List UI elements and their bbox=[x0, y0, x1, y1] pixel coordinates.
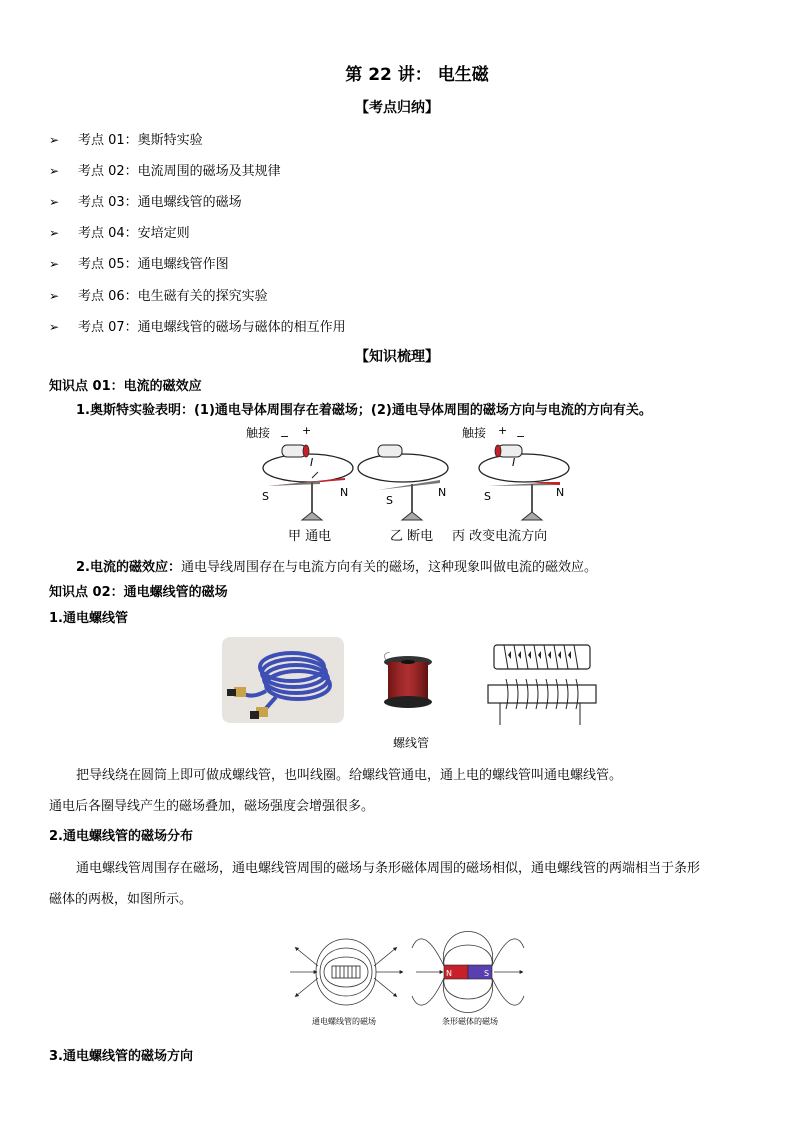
summary-heading: 【考点归纳】 bbox=[355, 100, 439, 116]
arrow-bullet-icon: ➢ bbox=[49, 289, 60, 303]
field-distribution-paragraph: 通电螺线管周围存在磁场，通电螺线管周围的磁场与条形磁体周围的磁场相似，通电螺线管的两端相当于条形 bbox=[76, 861, 701, 876]
touch-label: 触接 bbox=[462, 426, 487, 440]
solenoid-field-caption: 通电螺线管的磁场 bbox=[312, 1017, 376, 1026]
oersted-panel-powered bbox=[246, 424, 353, 544]
subheading-field-direction: 3.通电螺线管的磁场方向 bbox=[49, 1049, 193, 1064]
caption-powered: 甲 通电 bbox=[288, 529, 332, 544]
arrow-bullet-icon: ➢ bbox=[49, 164, 60, 178]
key-point-item: ➢ 考点 07：通电螺线管的磁场与磁体的相互作用 bbox=[49, 320, 346, 335]
key-point-item: ➢ 考点 03：通电螺线管的磁场 bbox=[49, 195, 242, 210]
north-label: N bbox=[340, 486, 349, 499]
solenoid-photo-blue-coil bbox=[222, 637, 344, 723]
section-heading-kn1: 知识点 01：电流的磁效应 bbox=[49, 379, 202, 394]
arrow-bullet-icon: ➢ bbox=[49, 320, 60, 334]
solenoid-paragraph-1: 把导线绕在圆筒上即可做成螺线管，也叫线圈。给螺线管通电，通上电的螺线管叫通电螺线管。 bbox=[76, 768, 623, 783]
key-point-item: ➢ 考点 01：奥斯特实验 bbox=[49, 133, 203, 148]
key-point-item: ➢ 考点 02：电流周围的磁场及其规律 bbox=[49, 164, 281, 179]
magnet-n-label: N bbox=[446, 969, 452, 978]
north-label: N bbox=[438, 486, 447, 499]
magnet-s-label: S bbox=[484, 969, 490, 978]
plus-label: + bbox=[302, 424, 312, 437]
solenoid-field-diagram bbox=[290, 939, 402, 1005]
arrow-bullet-icon: ➢ bbox=[49, 257, 60, 271]
current-label: I bbox=[310, 456, 314, 469]
solenoid-paragraph-2: 通电后各圈导线产生的磁场叠加，磁场强度会增强很多。 bbox=[49, 799, 375, 814]
minus-label: − bbox=[280, 430, 290, 443]
field-distribution-paragraph-cont: 磁体的两极，如图所示。 bbox=[49, 892, 193, 907]
north-label: N bbox=[556, 486, 565, 499]
current-label: I bbox=[512, 456, 516, 469]
knowledge-heading: 【知识梳理】 bbox=[355, 349, 439, 365]
subheading-field-distribution: 2.通电螺线管的磁场分布 bbox=[49, 829, 193, 844]
solenoid-diagram bbox=[486, 641, 598, 727]
caption-off: 乙 断电 bbox=[390, 529, 434, 544]
solenoid-photo-copper-spool bbox=[376, 652, 440, 714]
arrow-bullet-icon: ➢ bbox=[49, 226, 60, 240]
page-title: 第 22 讲： 电生磁 bbox=[345, 65, 489, 85]
minus-label: − bbox=[516, 430, 526, 443]
key-point-item: ➢ 考点 04：安培定则 bbox=[49, 226, 190, 241]
south-label: S bbox=[262, 490, 269, 503]
subheading-solenoid: 1.通电螺线管 bbox=[49, 611, 128, 626]
south-label: S bbox=[386, 494, 393, 507]
caption-reversed: 丙 改变电流方向 bbox=[452, 529, 548, 544]
plus-label: + bbox=[498, 424, 508, 437]
solenoid-caption: 螺线管 bbox=[393, 736, 430, 750]
bar-magnet-field-caption: 条形磁体的磁场 bbox=[442, 1017, 498, 1026]
key-point-item: ➢ 考点 05：通电螺线管作图 bbox=[49, 257, 229, 272]
oersted-panel-off bbox=[358, 445, 448, 544]
field-lines-figure bbox=[286, 918, 530, 1030]
key-point-item: ➢ 考点 06：电生磁有关的探究实验 bbox=[49, 289, 268, 304]
arrow-bullet-icon: ➢ bbox=[49, 195, 60, 209]
oersted-conclusion: 1.奥斯特实验表明：(1)通电导体周围存在着磁场；(2)通电导体周围的磁场方向与电流的方向有关。 bbox=[76, 403, 652, 418]
section-heading-kn2: 知识点 02：通电螺线管的磁场 bbox=[49, 585, 228, 600]
touch-label: 触接 bbox=[246, 426, 271, 440]
arrow-bullet-icon: ➢ bbox=[49, 133, 60, 147]
oersted-experiment-figure bbox=[240, 420, 590, 550]
magnetic-effect-definition: 2.电流的磁效应：通电导线周围存在与电流方向有关的磁场，这种现象叫做电流的磁效应。 bbox=[76, 560, 597, 575]
south-label: S bbox=[484, 490, 491, 503]
oersted-panel-reversed bbox=[452, 424, 569, 544]
